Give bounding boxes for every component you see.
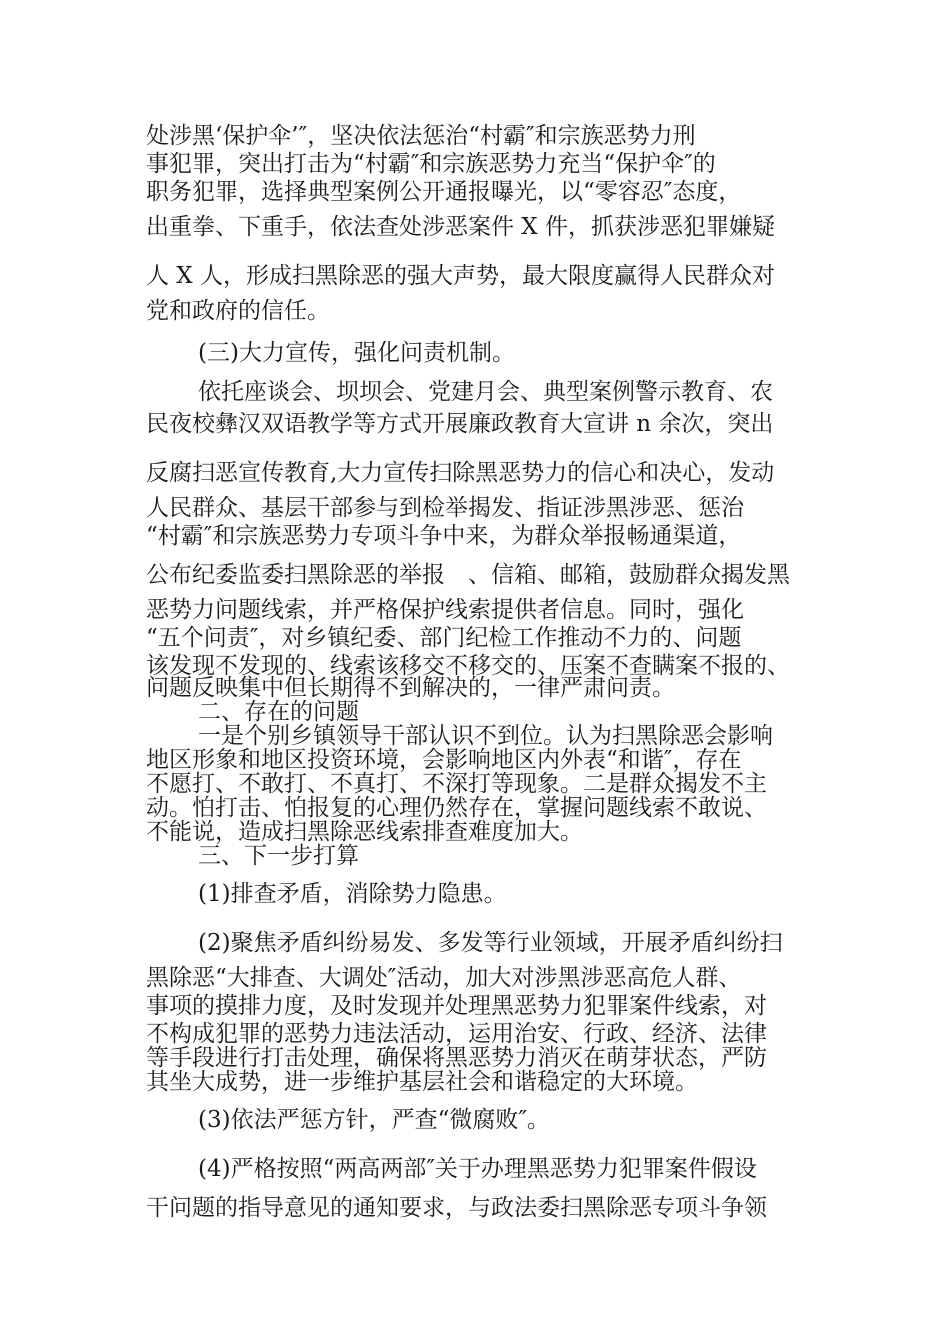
text-line: 等手段进行打击处理，确保将黑恶势力消灭在萌芽状态，严防 — [146, 1045, 767, 1071]
text-line: (3)依法严惩方针，严查“微腐败″。 — [198, 1107, 550, 1133]
text-line: 干问题的指导意见的通知要求，与政法委扫黑除恶专项斗争领 — [146, 1195, 767, 1221]
text-line: (2)聚焦矛盾纠纷易发、多发等行业领域，开展矛盾纠纷扫 — [198, 930, 783, 956]
text-line: 职务犯罪，选择典型案例公开通报曝光，以“零容忍″态度， — [146, 179, 742, 205]
text-line: “五个问责″，对乡镇纪委、部门纪检工作推动不力的、问题 — [146, 625, 742, 651]
section-heading: 三、下一步打算 — [198, 843, 359, 869]
text-line: 一是个别乡镇领导干部认识不到位。认为扫黑除恶会影响 — [198, 723, 773, 749]
text-line: 该发现不发现的、线索该移交不移交的、压案不查瞒案不报的、 — [146, 653, 790, 679]
text-line: 处涉黑‘保护伞’″，坚决依法惩治“村霸″和宗族恶势力刑 — [146, 123, 696, 149]
text-line: 恶势力问题线索，并严格保护线索提供者信息。同时，强化 — [146, 597, 744, 623]
text-line: 依托座谈会、坝坝会、党建月会、典型案例警示教育、农 — [198, 379, 773, 405]
text-line: 黑除恶“大排查、大调处″活动，加大对涉黑涉恶高危人群、 — [146, 965, 742, 991]
text-line: 动。怕打击、怕报复的心理仍然存在，掌握问题线索不敢说、 — [146, 795, 767, 821]
text-line: 事犯罪，突出打击为“村霸″和宗族恶势力充当“保护伞″的 — [146, 151, 716, 177]
text-line: 公布纪委监委扫黑除恶的举报 、信箱、邮箱，鼓励群众揭发黑 — [146, 562, 790, 588]
text-line: 事项的摸排力度，及时发现并处理黑恶势力犯罪案件线索，对 — [146, 993, 767, 1019]
text-line: 反腐扫恶宣传教育,大力宣传扫除黑恶势力的信心和决心，发动 — [146, 460, 775, 486]
text-line: 人 X 人，形成扫黑除恶的强大声势，最大限度赢得人民群众对 — [146, 263, 775, 289]
text-line: 人民群众、基层干部参与到检举揭发、指证涉黑涉恶、惩治 — [146, 495, 744, 521]
text-line: (4)严格按照“两高两部″关于办理黑恶势力犯罪案件假设 — [198, 1156, 757, 1182]
section-heading: 二、存在的问题 — [198, 699, 359, 725]
text-line: 出重拳、下重手，依法查处涉恶案件 X 件，抓获涉恶犯罪嫌疑 — [146, 214, 775, 240]
text-line: “村霸″和宗族恶势力专项斗争中来，为群众举报畅通渠道， — [146, 523, 742, 549]
text-line: 不能说，造成扫黑除恶线索排查难度加大。 — [146, 819, 583, 845]
text-line: 党和政府的信任。 — [146, 298, 330, 324]
text-line: 不愿打、不敢打、不真打、不深打等现象。二是群众揭发不主 — [146, 771, 767, 797]
text-line: 地区形象和地区投资环境，会影响地区内外表“和谐″，存在 — [146, 747, 742, 773]
section-heading: (三)大力宣传，强化问责机制。 — [198, 340, 515, 366]
text-line: 民夜校彝汉双语教学等方式开展廉政教育大宣讲 n 余次，突出 — [146, 411, 774, 437]
text-line: 不构成犯罪的恶势力违法活动，运用治安、行政、经济、法律 — [146, 1021, 767, 1047]
text-line: 问题反映集中但长期得不到解决的，一律严肃问责。 — [146, 675, 675, 701]
text-line: 其坐大成势，进一步维护基层社会和谐稳定的大环境。 — [146, 1069, 698, 1095]
text-line: (1)排查矛盾，消除势力隐患。 — [198, 881, 507, 907]
